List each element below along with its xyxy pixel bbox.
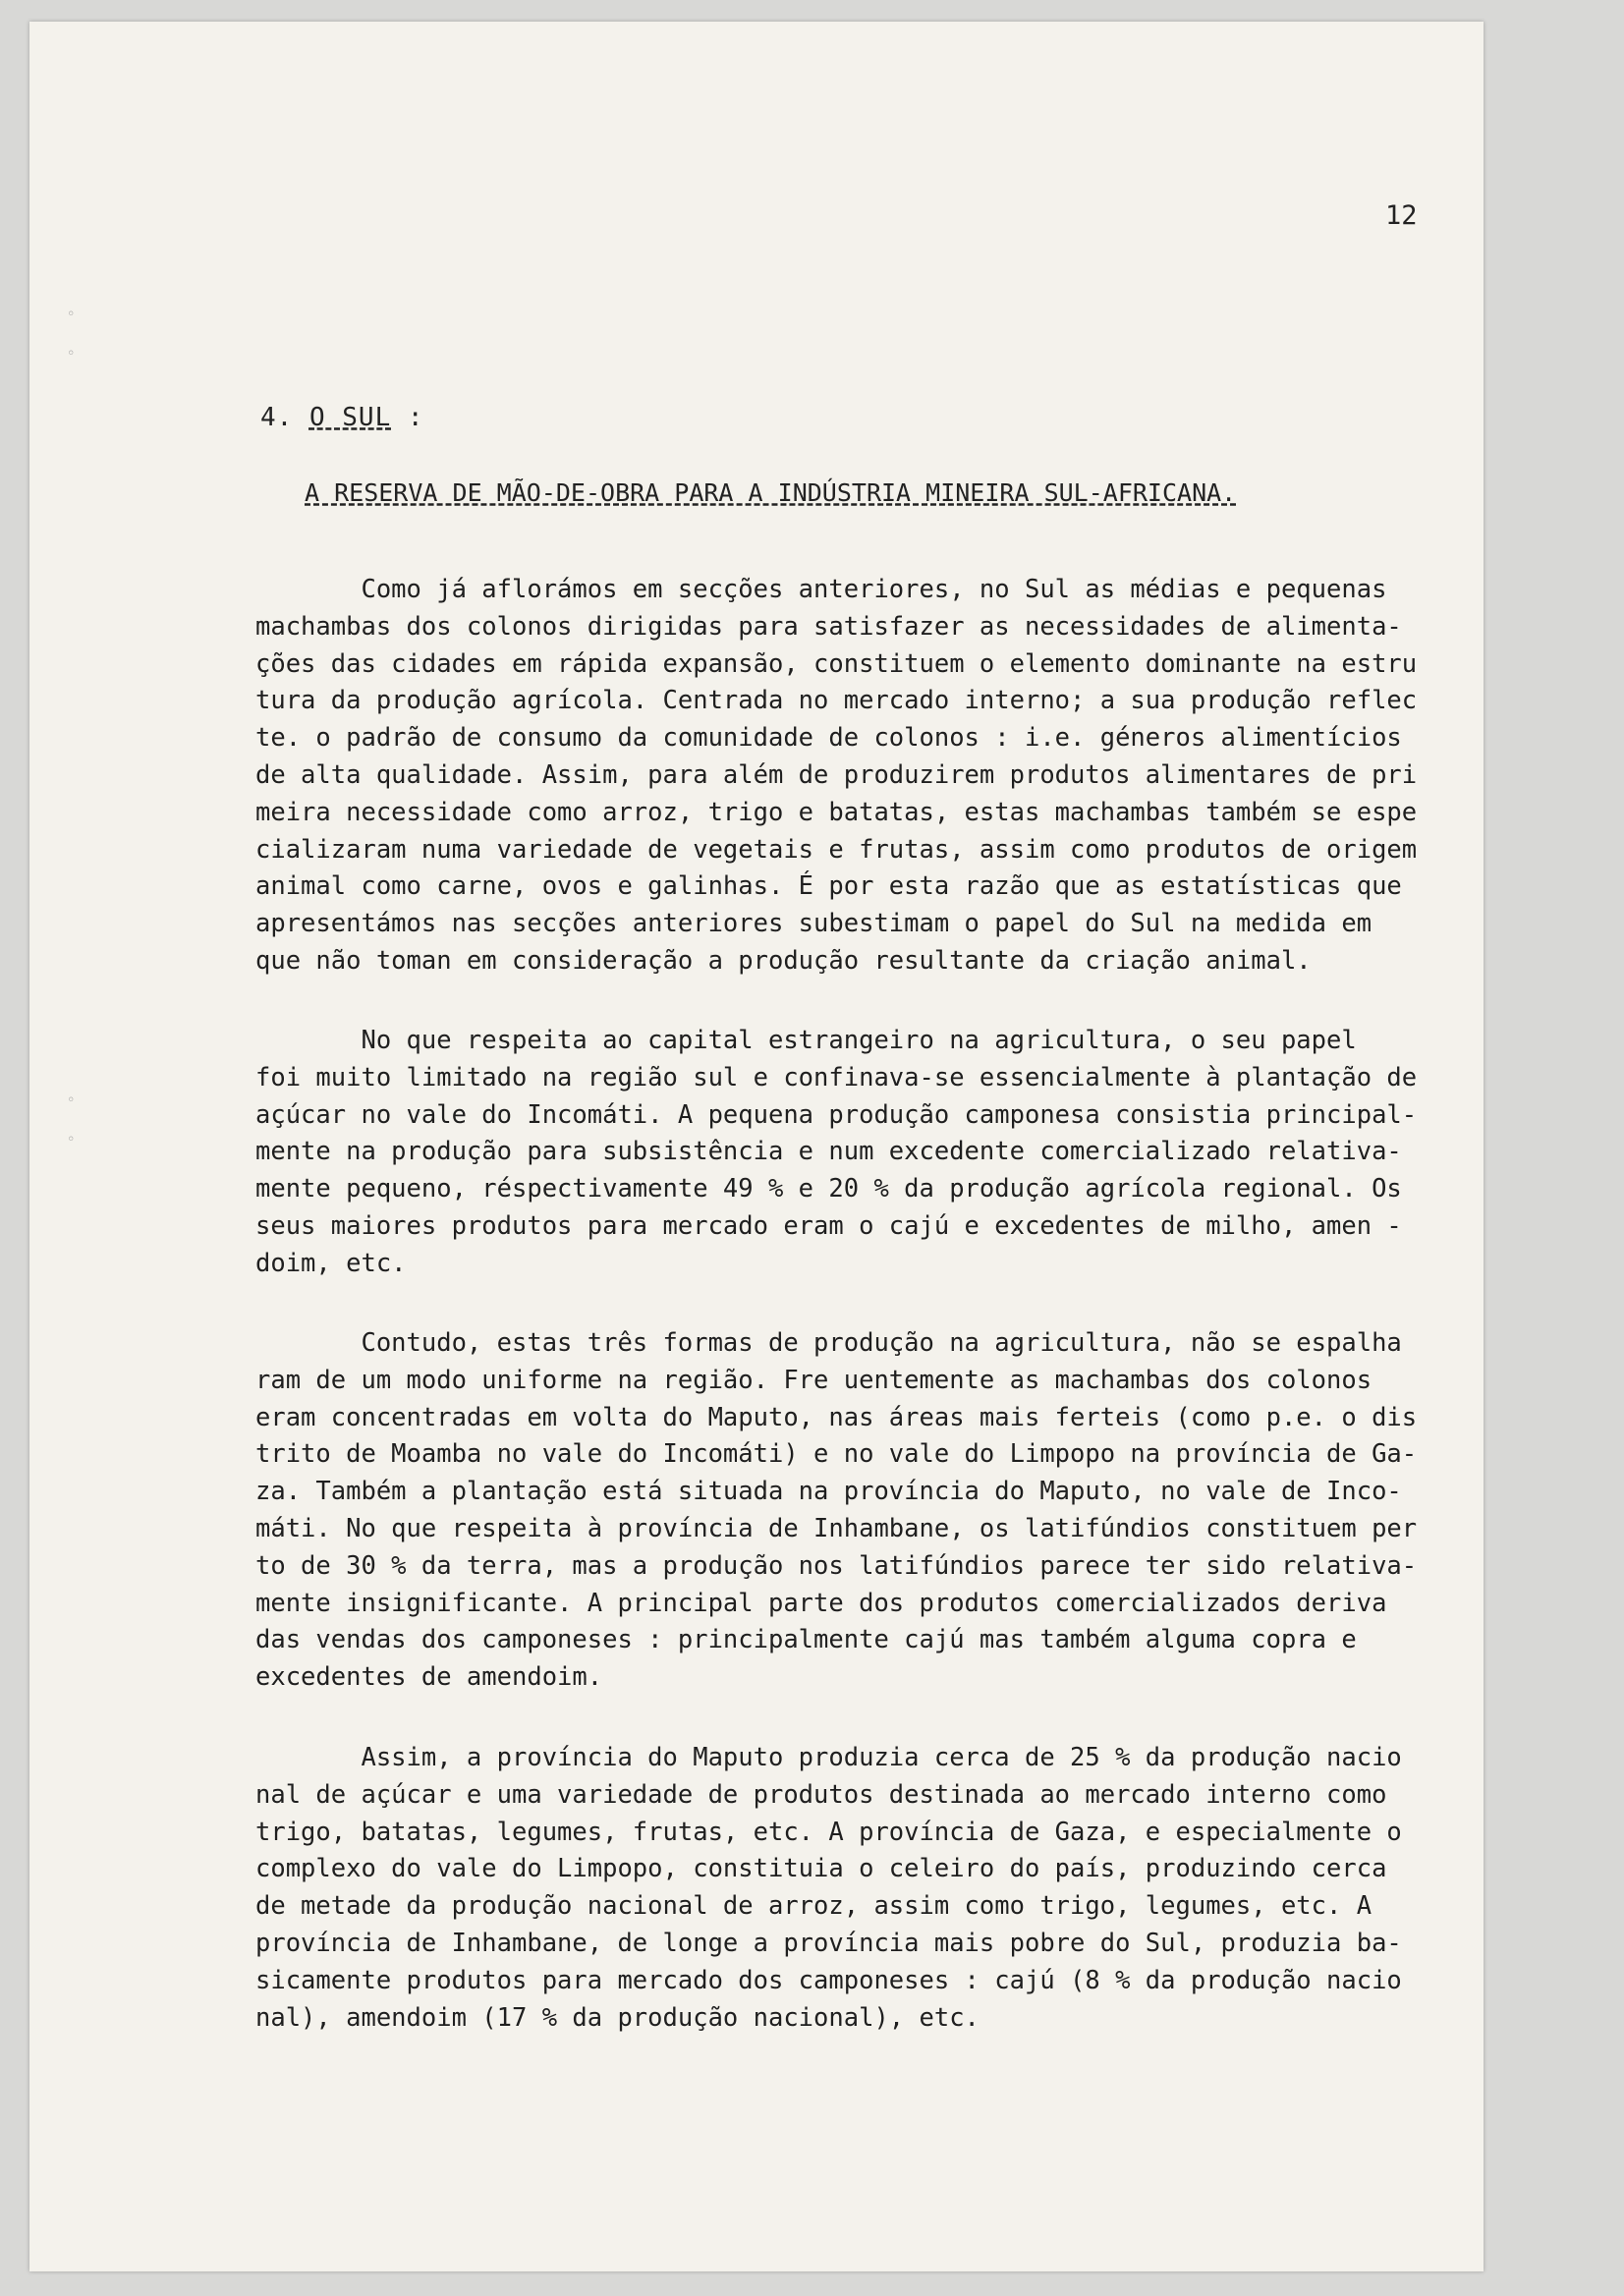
section-title: O SUL (308, 403, 392, 432)
text-line: ções das cidades em rápida expansão, constituem o elemento dominante na estru (255, 648, 1418, 679)
text-line: za. Também a plantação está situada na província do Maputo, no vale de Inco- (255, 1477, 1402, 1507)
text-line: apresentámos nas secções anteriores subestimam o papel do Sul na medida em (255, 909, 1372, 939)
punch-hole-mark: ◦ (67, 307, 76, 322)
text-line: eram concentradas em volta do Maputo, nas áreas mais ferteis (como p.e. o dis (255, 1402, 1418, 1432)
section-colon: : (391, 403, 424, 432)
paragraph-2 (255, 1023, 1513, 1283)
text-line: te. o padrão de consumo da comunidade de colonos : i.e. géneros alimentícios (255, 723, 1402, 754)
text-line: foi muito limitado na região sul e confinava-se essencialmente à plantação de (255, 1062, 1418, 1092)
text-line: das vendas dos camponeses : principalmente cajú mas também alguma copra e (255, 1625, 1357, 1655)
text-line: No que respeita ao capital estrangeiro na agricultura, o seu papel (255, 1026, 1357, 1055)
document-page (29, 22, 1484, 2271)
page-number: 12 (1385, 200, 1418, 231)
section-subtitle: A RESERVA DE MÃO-DE-OBRA PARA A INDÚSTRIA MINEIRA SUL-AFRICANA. (305, 478, 1237, 507)
text-line: excedentes de amendoim. (255, 1662, 603, 1693)
text-line: trito de Moamba no vale do Incomáti) e no vale do Limpopo na província de Ga- (255, 1439, 1418, 1470)
text-line: Assim, a província do Maputo produzia cerca de 25 % da produção nacio (255, 1743, 1402, 1772)
text-line: complexo do vale do Limpopo, constituia o celeiro do país, produzindo cerca (255, 1854, 1387, 1884)
text-line: mente pequeno, réspectivamente 49 % e 20 % da produção agrícola regional. Os (255, 1174, 1402, 1204)
punch-hole-mark: ◦ (67, 1092, 76, 1108)
text-line: ram de um modo uniforme na região. Fre uentemente as machambas dos colonos (255, 1365, 1372, 1395)
text-line: nal), amendoim (17 % da produção nacional), etc. (255, 2002, 980, 2033)
text-line: seus maiores produtos para mercado eram o cajú e excedentes de milho, amen - (255, 1210, 1402, 1241)
text-line: máti. No que respeita à província de Inhambane, os latifúndios constituem per (255, 1513, 1418, 1543)
text-line: província de Inhambane, de longe a província mais pobre do Sul, produzia ba- (255, 1928, 1402, 1958)
text-line: de alta qualidade. Assim, para além de produzirem produtos alimentares de pri (255, 759, 1418, 790)
text-line: sicamente produtos para mercado dos camponeses : cajú (8 % da produção nacio (255, 1965, 1402, 1995)
text-line: animal como carne, ovos e galinhas. É por esta razão que as estatísticas que (255, 871, 1402, 902)
text-line: de metade da produção nacional de arroz, assim como trigo, legumes, etc. A (255, 1891, 1372, 1922)
text-line: mente na produção para subsistência e num excedente comercializado relativa- (255, 1137, 1402, 1167)
paragraph-1 (255, 572, 1513, 980)
text-line: tura da produção agrícola. Centrada no mercado interno; a sua produção reflec (255, 686, 1418, 716)
text-line: Contudo, estas três formas de produção na agricultura, não se espalha (255, 1328, 1402, 1358)
punch-hole-mark: ◦ (67, 346, 76, 362)
text-line: meira necessidade como arroz, trigo e batatas, estas machambas também se espe (255, 797, 1418, 827)
paragraph-4 (255, 1740, 1513, 2037)
section-number: 4. (260, 403, 294, 432)
text-line: machambas dos colonos dirigidas para satisfazer as necessidades de alimenta- (255, 611, 1402, 642)
text-line: trigo, batatas, legumes, frutas, etc. A província de Gaza, e especialmente o (255, 1817, 1402, 1847)
text-line: mente insignificante. A principal parte dos produtos comercializados deriva (255, 1588, 1387, 1618)
punch-hole-mark: ◦ (67, 1132, 76, 1148)
text-line: que não toman em consideração a produção resultante da criação animal. (255, 945, 1312, 976)
section-heading (260, 403, 424, 432)
text-line: cializaram numa variedade de vegetais e frutas, assim como produtos de origem (255, 834, 1418, 865)
text-line: to de 30 % da terra, mas a produção nos latifúndios parece ter sido relativa- (255, 1550, 1418, 1581)
paragraph-3 (255, 1325, 1513, 1697)
text-line: nal de açúcar e uma variedade de produtos destinada ao mercado interno como (255, 1779, 1387, 1810)
text-line: açúcar no vale do Incomáti. A pequena produção camponesa consistia principal- (255, 1099, 1418, 1130)
text-line: doim, etc. (255, 1248, 407, 1278)
text-line: Como já aflorámos em secções anteriores, no Sul as médias e pequenas (255, 575, 1387, 604)
